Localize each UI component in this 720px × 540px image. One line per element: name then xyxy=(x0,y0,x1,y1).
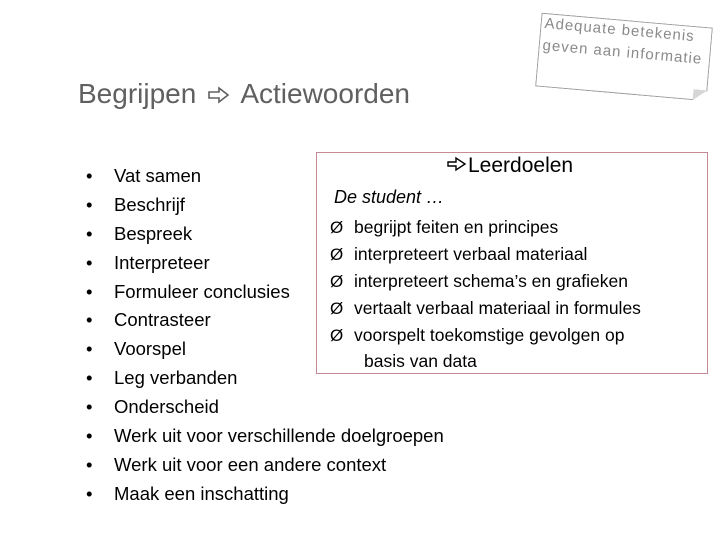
list-item: • Beschrijf xyxy=(86,191,444,220)
title-right: Actiewoorden xyxy=(240,78,410,109)
list-item: • Contrasteer xyxy=(86,306,444,335)
hollow-right-arrow-icon xyxy=(204,80,234,112)
list-item: Ø interpreteert verbaal materiaal xyxy=(330,241,641,268)
list-item: Ø vertaalt verbaal materiaal in formules xyxy=(330,295,641,322)
learning-goals-heading-text: Leerdoelen xyxy=(468,154,574,177)
list-item: • Werk uit voor verschillende doelgroepen xyxy=(86,422,444,451)
learning-goals-heading xyxy=(446,154,573,178)
arrowhead-bullet-icon: Ø xyxy=(330,218,344,237)
sticky-note xyxy=(535,13,713,102)
list-item: • Maak een inschatting xyxy=(86,480,444,509)
bullet-dot: • xyxy=(86,280,93,302)
bullet-dot: • xyxy=(86,482,93,504)
bullet-dot: • xyxy=(86,165,93,186)
bullet-dot: • xyxy=(86,367,93,389)
arrowhead-bullet-icon: Ø xyxy=(330,245,344,264)
bullet-dot: • xyxy=(86,338,93,360)
title-left: Begrijpen xyxy=(78,78,197,109)
list-item: • Interpreteer xyxy=(86,249,444,278)
arrowhead-bullet-icon: Ø xyxy=(330,299,344,318)
bullet-dot: • xyxy=(86,453,93,475)
list-item: • Voorspel xyxy=(86,335,444,364)
bullet-dot: • xyxy=(86,425,93,447)
sticky-note-line-2: geven aan informatie xyxy=(541,36,703,68)
list-item: • Vat samen xyxy=(86,162,444,191)
list-item: • Bespreek xyxy=(86,220,444,249)
bullet-dot: • xyxy=(86,193,93,215)
list-item-continuation: basis van data xyxy=(364,351,477,371)
list-item: • Formuleer conclusies xyxy=(86,278,444,307)
arrowhead-bullet-icon: Ø xyxy=(330,272,344,291)
learning-goals-list xyxy=(330,214,641,373)
slide-title xyxy=(78,78,410,112)
list-item: • Werk uit voor een andere context xyxy=(86,451,444,480)
bullet-dot: • xyxy=(86,309,93,331)
bullet-dot: • xyxy=(86,251,93,273)
list-item: Ø begrijpt feiten en principes xyxy=(330,214,641,241)
arrowhead-bullet-icon: Ø xyxy=(330,326,344,345)
list-item: Ø voorspelt toekomstige gevolgen op xyxy=(330,322,641,349)
hollow-right-arrow-icon xyxy=(446,154,468,178)
list-item: Ø interpreteert schema’s en grafieken xyxy=(330,268,641,295)
list-item: • Onderscheid xyxy=(86,393,444,422)
bullet-dot: • xyxy=(86,222,93,244)
learning-goals-intro: De student … xyxy=(334,187,445,207)
sticky-note-line-1: Adequate betekenis xyxy=(543,14,696,46)
list-item: • Leg verbanden xyxy=(86,364,444,393)
bullet-dot: • xyxy=(86,396,93,418)
